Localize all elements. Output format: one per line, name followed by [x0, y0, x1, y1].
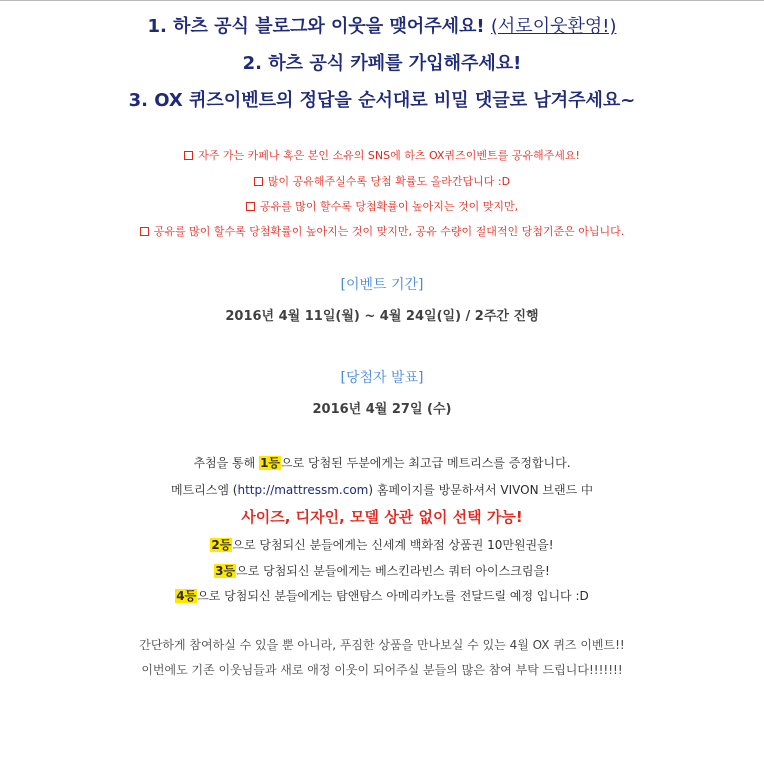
rank-badge-1: 1등 — [260, 456, 281, 470]
square-bullet-icon — [184, 151, 193, 160]
closing-line: 간단하게 참여하실 수 있을 뿐 아니라, 푸짐한 상품을 만나보실 수 있는 4월 OX 퀴즈 이벤트!! — [139, 638, 625, 652]
prize-first — [0, 454, 764, 471]
notice-text: 많이 공유해주실수록 당첨 확률도 올라간답니다 :D — [267, 175, 511, 188]
step-1 — [0, 12, 764, 38]
mattress-info — [0, 481, 764, 498]
prize-first-text: 으로 당첨된 두분에게는 최고급 메트리스를 증정합니다. — [281, 456, 571, 470]
closing-line: 이번에도 기존 이웃님들과 새로 애정 이웃이 되어주실 분들의 많은 참여 부탁 드립니다!!!!!!! — [141, 663, 623, 677]
winner-announce-value: 2016년 4월 27일 (수) — [312, 402, 452, 417]
selection-highlight: 사이즈, 디자인, 모델 상관 없이 선택 가능! — [241, 508, 523, 526]
rank-badge-4: 4등 — [176, 589, 197, 603]
rank-badge-2: 2등 — [211, 538, 232, 552]
square-bullet-icon — [246, 202, 255, 211]
mattress-site-link[interactable]: http://mattressm.com — [237, 483, 369, 497]
step-3-text: 3. OX 퀴즈이벤트의 정답을 순서대로 비밀 댓글로 남겨주세요~ — [128, 90, 636, 111]
mutual-neighbor-link[interactable]: (서로이웃환영!) — [490, 16, 617, 37]
notice-text: 공유를 많이 할수록 당첨확률이 높아지는 것이 맞지만, 공유 수량이 절대적인 당첨기준은 아닙니다. — [153, 225, 625, 238]
notice-item — [0, 173, 764, 189]
prize-third-text: 으로 당첨되신 분들에게는 베스킨라빈스 쿼터 아이스크림을! — [236, 564, 550, 578]
notice-item — [0, 223, 764, 239]
rank-badge-3: 3등 — [215, 564, 236, 578]
step-1-text: 1. 하츠 공식 블로그와 이웃을 맺어주세요! — [147, 16, 491, 37]
prize-fourth — [0, 587, 764, 604]
step-3 — [0, 86, 764, 112]
event-period-heading: [이벤트 기간] — [340, 277, 424, 293]
step-2 — [0, 49, 764, 75]
notice-text: 자주 가는 카페나 혹은 본인 소유의 SNS에 하츠 OX퀴즈이벤트를 공유해주세요! — [198, 149, 580, 162]
prize-second-text: 으로 당첨되신 분들에게는 신세계 백화점 상품권 10만원권을! — [232, 538, 554, 552]
mattress-post: ) 홈페이지를 방문하셔서 VIVON 브랜드 中 — [368, 483, 593, 497]
notice-item — [0, 147, 764, 163]
step-2-text: 2. 하츠 공식 카페를 가입해주세요! — [242, 53, 522, 74]
event-period-value: 2016년 4월 11일(월) ~ 4월 24일(일) / 2주간 진행 — [225, 309, 539, 324]
top-divider — [0, 0, 764, 1]
mattress-pre: 메트리스엠 ( — [171, 483, 238, 497]
square-bullet-icon — [254, 177, 263, 186]
winner-announce-heading: [당첨자 발표] — [340, 370, 424, 386]
notice-text: 공유를 많이 할수록 당첨확률이 높아지는 것이 맞지만, — [259, 200, 519, 213]
square-bullet-icon — [140, 227, 149, 236]
prize-first-pre: 추첨을 통해 — [193, 456, 260, 470]
prize-fourth-text: 으로 당첨되신 분들에게는 탐앤탐스 아메리카노를 전달드릴 예정 입니다 :D — [197, 589, 589, 603]
notice-item — [0, 198, 764, 214]
prize-second — [0, 536, 764, 553]
prize-third — [0, 562, 764, 579]
